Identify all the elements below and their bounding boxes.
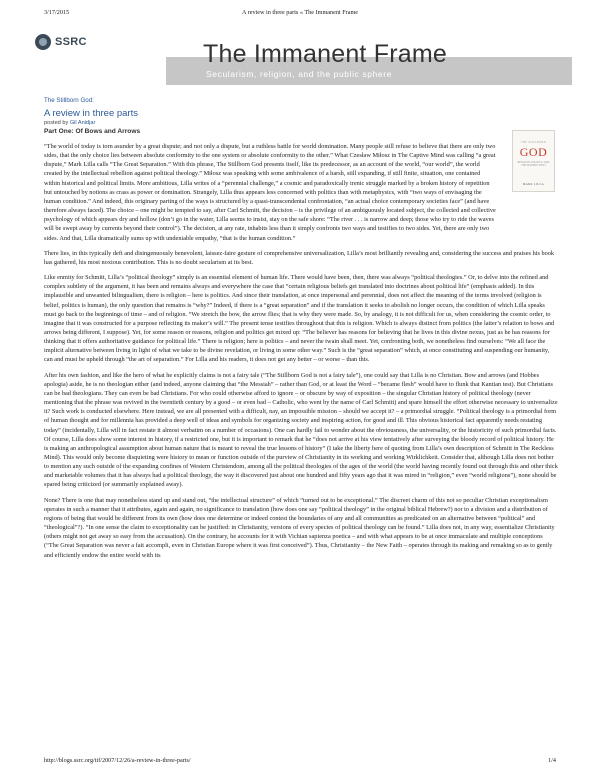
book-cover-author: MARK LILLA <box>522 183 545 186</box>
print-date: 3/17/2015 <box>44 9 70 16</box>
ssrc-logo-text: SSRC <box>55 36 87 48</box>
print-header <box>44 9 556 19</box>
post-content <box>44 97 558 560</box>
author-link[interactable]: Gil Anidjar <box>69 120 96 126</box>
paragraph: “The world of today is torn asunder by a great dispute; and not only a dispute, but a ruthless battle for world domination. Many people still refuse to believe that there are only two sides, that the only choice lies between absolute conformity to the one system or absolute conformity to the other.” What Czesław Miłosz in The Captive Mind was calling “a great dispute,” Mark Lilla calls “The Great Separation.” With this phrase, The Stillborn God presents itself, like its predecessor, as an account of the world, “our world”, the world created by the intellectual rebellion against political theology.” Miłosz was speaking with some ambivalence of a harsh, still expanding, if still finite, situation, one contained within historical and political limits. More ambitious, Lilla writes of a “perennial challenge,” a cosmic and paradoxically irenic struggle marked by a broken history of repetition but untouched by notions as crass as power or domination. Strangely, Lilla thus appears less concerned with politics than with metaphysics, with “two ways of envisaging the human condition.” And indeed, this originary parting of the ways is structured by a quasi-transcendental confrontation, “an actual choice contemporary societies face” (and have therefore always faced). The choice – one might be tempted to say, after Carl Schmitt, the decision – is the privilege of an ambiguously located subject, the collected and collective psychology of which appears dry and hollow (don’t go in the water, Lilla seems to insist, stay on the safe shore: “The river . . . is narrow and deep; those who try to ride the waves will be swept away by currents beyond their control”). The decision, at any rate, inhabits less than it simply confronts two ways and testifies to two sides. Yet, there are only two sides. And that, Lilla dramatically sums up with undeniable empathy, “that is the human condition.” <box>44 143 496 242</box>
book-cover-subtitle: RELIGION, POLITICS, AND THE MODERN WEST <box>517 161 550 168</box>
paragraph: There lies, in this typically deft and disingenuously benevolent, laissez-faire gesture of comprehensive universalization, Lilla’s most brilliantly revealing and, considering the success and praises his book has gathered, his most noxious contribution. This is no doubt secularism at its best. <box>44 249 555 266</box>
post-category-link[interactable]: The Stillborn God: <box>44 97 94 104</box>
part-heading: Part One: Of Bows and Arrows <box>44 128 141 135</box>
site-tagline: Secularism, religion, and the public sphere <box>206 69 392 79</box>
article-body <box>44 142 558 560</box>
post-title[interactable]: A review in three parts <box>44 108 138 119</box>
paragraph: None? There is one that may nonetheless stand up and stand out, “the intellectual structure” of which “turned out to be exceptional.” The discreet charm of this not so peculiar Christian exceptionalism operates in such a manner that it attributes, again and again, no significance to translation (how does one say “political theology” in the original biblical Hebrew?) nor to a division and a distribution of regions of being that would be different from its own (how does one determine or indeed contest the boundaries of any and all communities as predicated on an alternative between “political” and “theological”?). “In one sense the claim to exceptionality can be justified: in Christianity, versions of every species of political theology can be found.” Lilla does not, in any way, essentialize Christianity (others might not get away so easy from the accusation). On the contrary, he accounts for it with Vichian sapienza poetica – and with what appears to be at once immaculate and multiple conceptions (“The Great Separation was never a fait accompli, even in Christian Europe where it was first conceived”). Thus, Christianity – the New Faith – operates through its making and remaking so as to gently and efficiently endow the entire world with its <box>44 496 555 559</box>
paragraph: Like enmity for Schmitt, Lilla’s “political theology” simply is an essential element of human life. There would have been, then, there was always “political theologies.” Or, to delve into the refined and complex subtlety of the argument, it has been and remains always and everywhere the case that “certain religious beliefs get translated into doctrines about political life” (emphasis added). In this implausible and unwanted bilingualism, there is religion – here is politics. And since their translation, at once impersonal and perennial, does not affect the meaning of the terms involved (religion is belief, politics is human), the only question that remains is “why?” Indeed, if there is a “great separation” and if the translation it seeks to abolish no longer occurs, the condition of which Lilla speaks must go back to the beginnings of time – and of religion. “We stretch the bow, the arrow flies; that is why they were made. So, by analogy, it is not difficult for us, when considering the cosmic order, to imagine that it was constructed for a purpose reflecting its maker’s will.” The present tense testifies throughout that this is religion. Which is always distinct from politics (the latter’s relation to bows and arrows being different, I suppose). Yet, for some reason or reasons, religion and politics get mixed up: “The believer has reasons for believing that he lives in this divine nexus, just as he has reasons for thinking that it offers authoritative guidance for political life.” There is religion; here is politics – and never the twain shall meet. Yet, confronting both, we nonetheless find ourselves: “We all face the implicit alternative between living in light of what we take to be divine revelation, or living in some other way.” Such is the “great separation” which, at once constituting and suspending our humanity, can and must be upheld through “the art of separation.” For Lilla and his readers, it does not get any better – or worse – than this. <box>44 274 555 364</box>
print-page-title: A review in three parts « The Immanent Frame <box>241 9 359 16</box>
book-cover-title: GOD <box>519 145 548 159</box>
post-byline <box>44 120 558 126</box>
book-cover-top-text: THE STILLBORN <box>520 141 547 144</box>
print-page-number: 1/4 <box>548 757 556 764</box>
ssrc-logo[interactable] <box>35 33 87 51</box>
print-footer <box>44 757 556 767</box>
paragraph: After his own fashion, and like the hero of what he explicitly claims is not a fairy tale (“The Stillborn God is not a fairy tale”), one could say that Lilla is no Christian. Bow and arrows (and Hobbes apologia) aside, he is no theologian either (and indeed, anyone claiming that “the Messiah” – rather than God, or at least the Word – “became flesh” would have to flunk that Kantian test). But Christians can be bad theologians. They can even be bad Christians. For who could otherwise afford to ignore – or obscure by way of exposition – the singular Christian history of political theology (never mentioning that the phrase was revived in the twentieth century by a good – or even bad – Catholic, who went by the name of Carl Schmitt) and spare himself the effort otherwise necessary to universalize it? Such work is conducted elsewhere. Here instead, we are all presented with a difficult, nay, an impossible mission – should we accept it? – a primordial struggle. “Political theology is a primordial form of human thought and for millennia has provided a deep well of ideas and symbols for organizing society and inspiring action, for good and ill. This obvious historical fact apparently needs restating today” (incidentally, Lilla will in fact restate it almost verbatim on a number of occasions). One can hardly fail to wonder about the obviousness, the universality, or the historicity of such primordial facts. Of course, Lilla does show some interest in history, if a restricted one, but it is important to remark that he “does not arrive at his view tentatively after surveying the bloody record of political history. He is making an anthropological assumption about human nature that is meant to reveal the true lessons of history” (I take the liberty here of quoting from Lilla’s own description of Schmitt in The Reckless Mind). This would only become disquieting were history to mean or function outside of the purview of Christianity in its working and working Wirklichkeit. Consider that, although Lilla does not bother to mention any such outside of the expanding confines of Western Christendom, among all the political theologies of the ages of the world (the world having recently found out through this and other thick and marketable volumes that it has always had a political theology, the way it discovered just about one hundred and fifty years ago that it was mired in “religion,” even “world religions”), none should be spared being criticized (or summarily explained away). <box>44 371 558 489</box>
site-title[interactable]: The Immanent Frame <box>203 40 447 68</box>
book-cover-image <box>512 130 555 192</box>
byline-prefix: posted by <box>44 120 69 126</box>
ssrc-logo-icon <box>35 34 51 50</box>
print-url: http://blogs.ssrc.org/tif/2007/12/26/a-review-in-three-parts/ <box>44 757 191 764</box>
site-banner <box>28 27 572 87</box>
